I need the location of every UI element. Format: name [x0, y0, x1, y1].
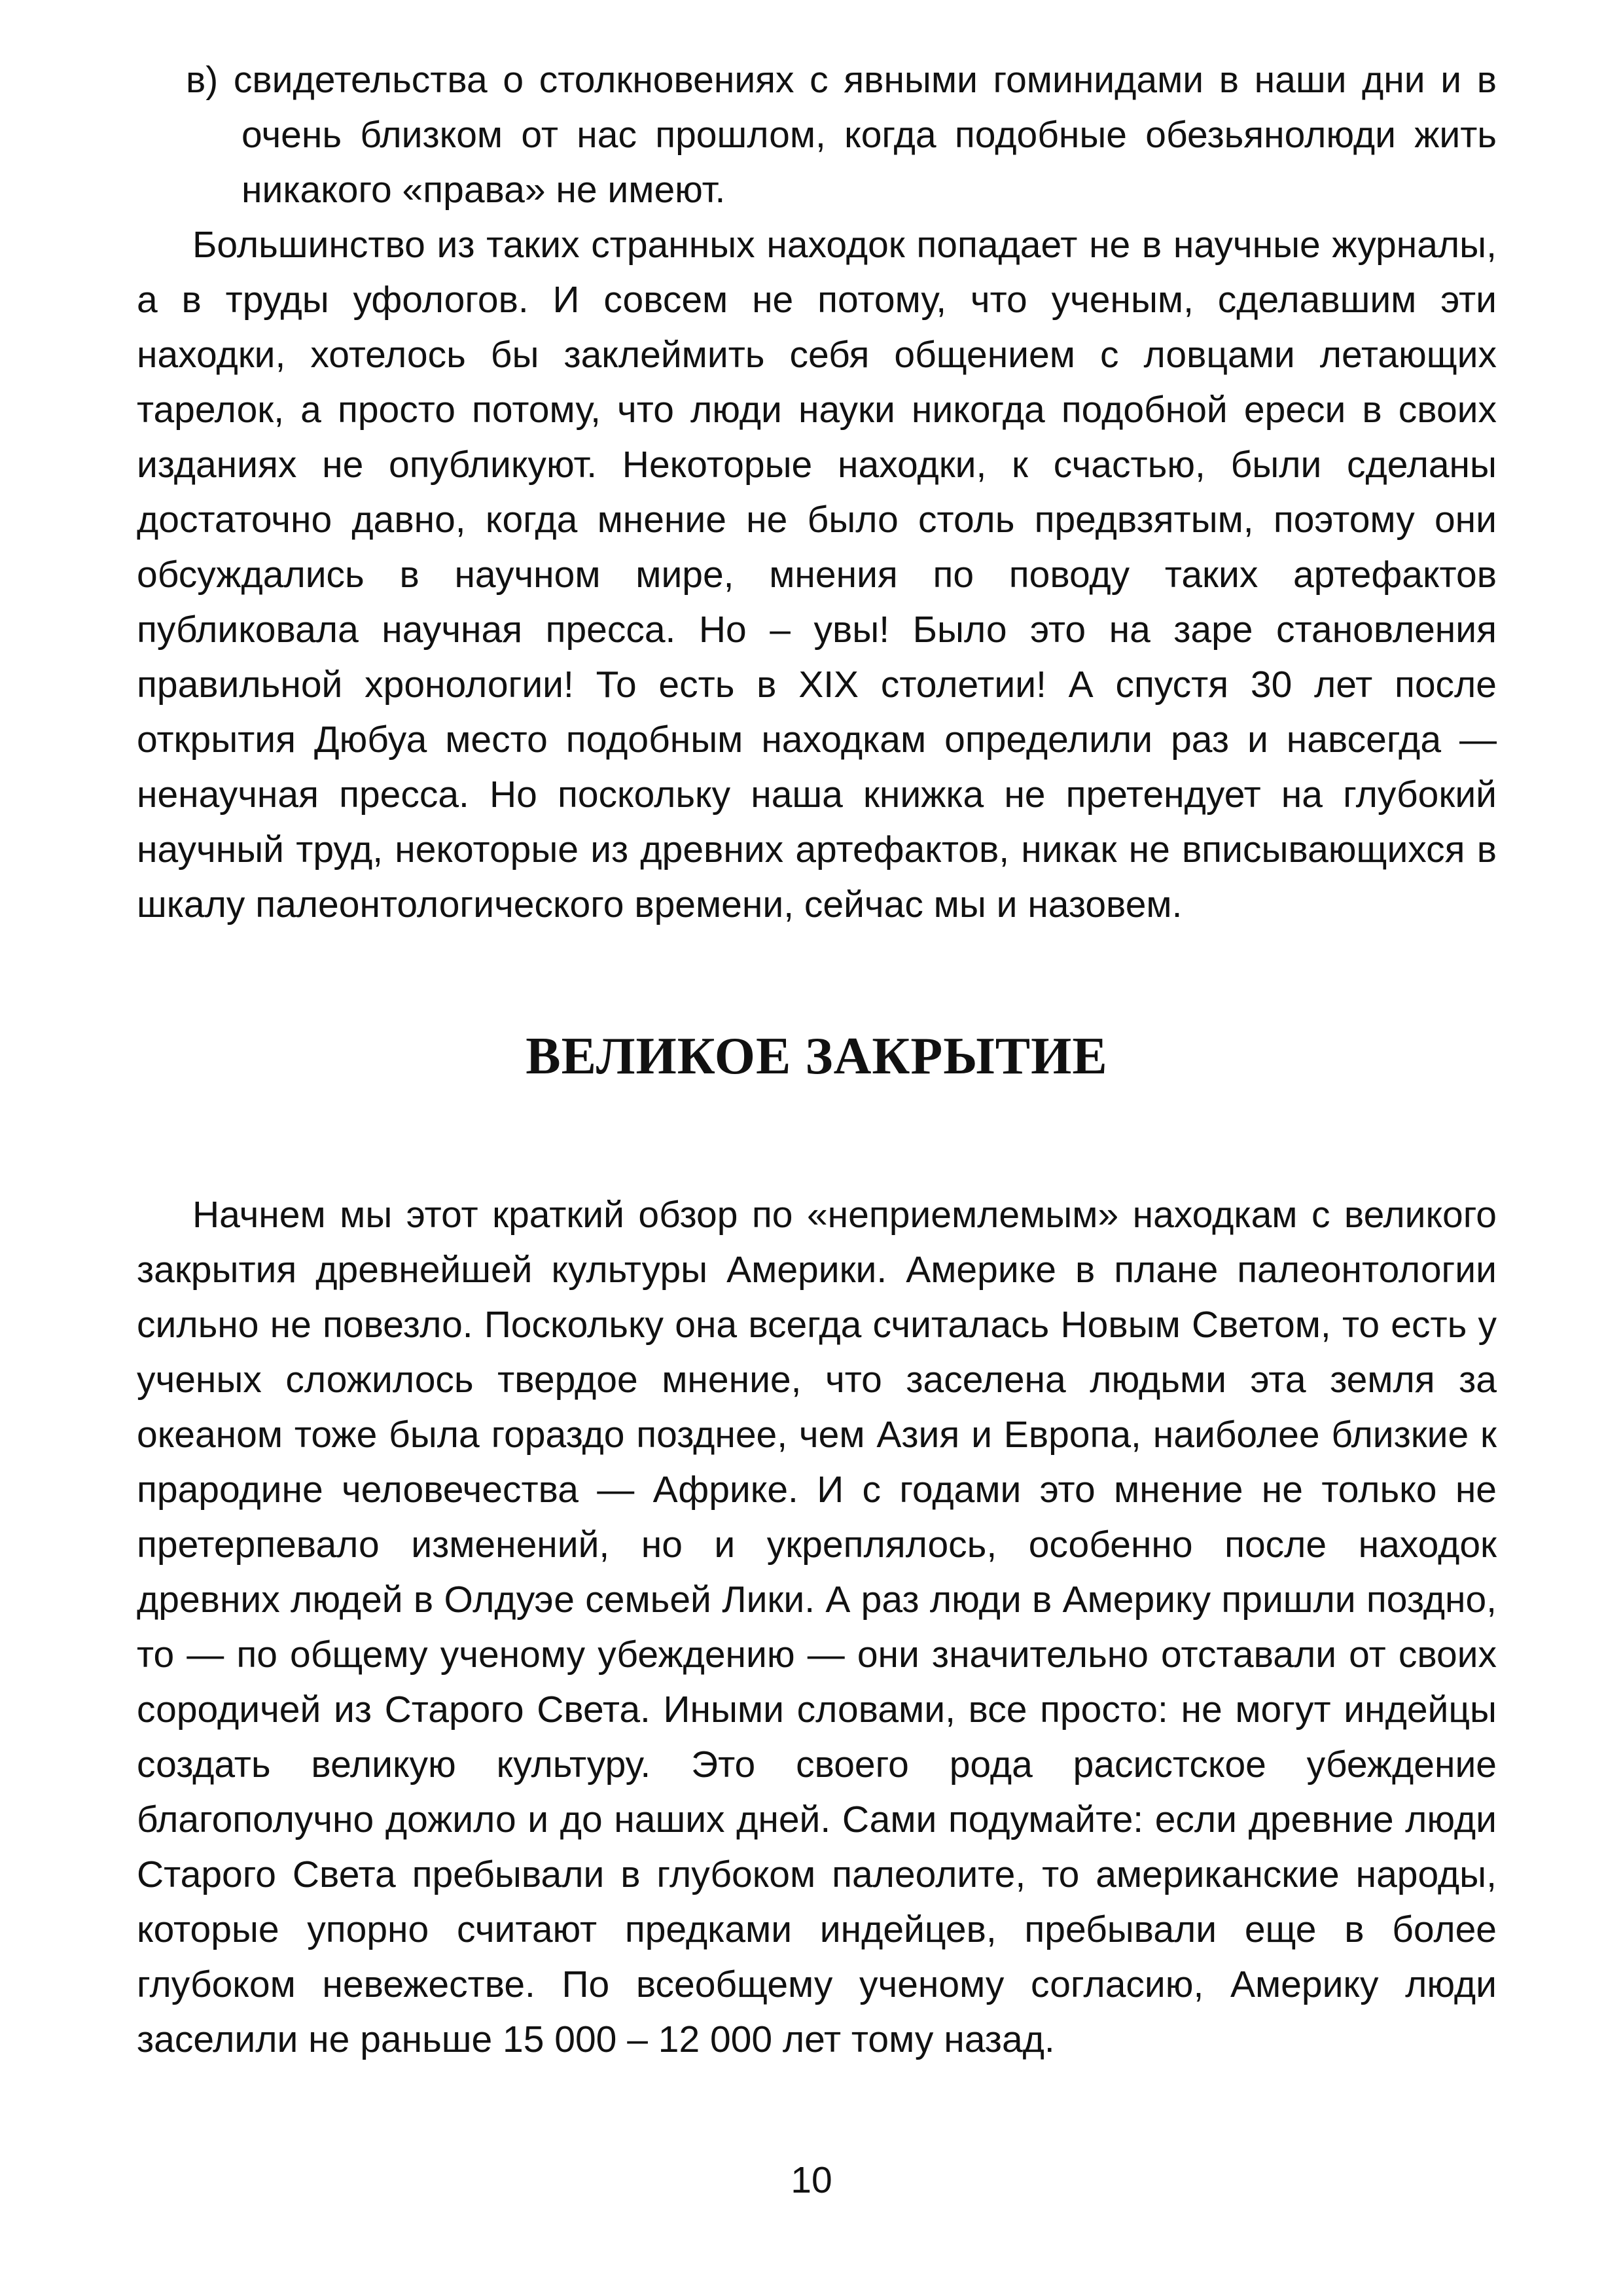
list-item-v: в) свидетельства о столкновениях с явными гоминидами в наши дни и в очень близком от нас прошлом, когда подобные обезьянолюди жить никакого «права» не имеют.	[186, 59, 1497, 211]
paragraph-1: Большинство из таких странных находок попадает не в научные журналы, а в труды уфологов. И совсем не потому, что ученым, сделавшим эти находки, хотелось бы заклеймить себя общением с ловцами летающих тарелок, а просто потому, что люди науки никогда подобной ереси в своих изданиях не опубликуют. Некоторые находки, к счастью, были сделаны достаточно давно, когда мнение не было столь предвзятым, поэтому они обсуждались в научном мире, мнения по поводу таких артефактов публиковала научная пресса. Но – увы! Было это на заре становления правильной хронологии! То есть в XIX столетии! А спустя 30 лет после открытия Дюбуа место подобным находкам определили раз и навсегда — ненаучная пресса. Но поскольку наша книжка не претендует на глубокий научный труд, некоторые из древних артефактов, никак не вписывающихся в шкалу палеонтологического времени, сейчас мы и назовем.	[137, 224, 1497, 925]
page-number: 10	[791, 2159, 832, 2201]
paragraph-2: Начнем мы этот краткий обзор по «неприемлемым» находкам с великого закрытия древнейшей культуры Америки. Америке в плане палеонтологии сильно не повезло. Поскольку она всегда считалась Новым Светом, то есть у ученых сложилось твердое мнение, что заселена людьми эта земля за океаном тоже была гораздо позднее, чем Азия и Европа, наиболее близкие к прародине человечества — Африке. И с годами это мнение не только не претерпевало изменений, но и укреплялось, особенно после находок древних людей в Олдуэе семьей Лики. А раз люди в Америку пришли поздно, то — по общему ученому убеждению — они значительно отставали от своих сородичей из Старого Света. Иными словами, все просто: не могут индейцы создать великую культуру. Это своего рода расистское убеждение благополучно дожило и до наших дней. Сами подумайте: если древние люди Старого Света пребывали в глубоком палеолите, то американские народы, которые упорно считают предками индейцев, пребывали еще в более глубоком невежестве. По всеобщему ученому согласию, Америку люди заселили не раньше 15 000 – 12 000 лет тому назад.	[137, 1194, 1497, 2060]
section-heading: ВЕЛИКОЕ ЗАКРЫТИЕ	[526, 1028, 1108, 1085]
page-content	[137, 52, 1497, 2067]
